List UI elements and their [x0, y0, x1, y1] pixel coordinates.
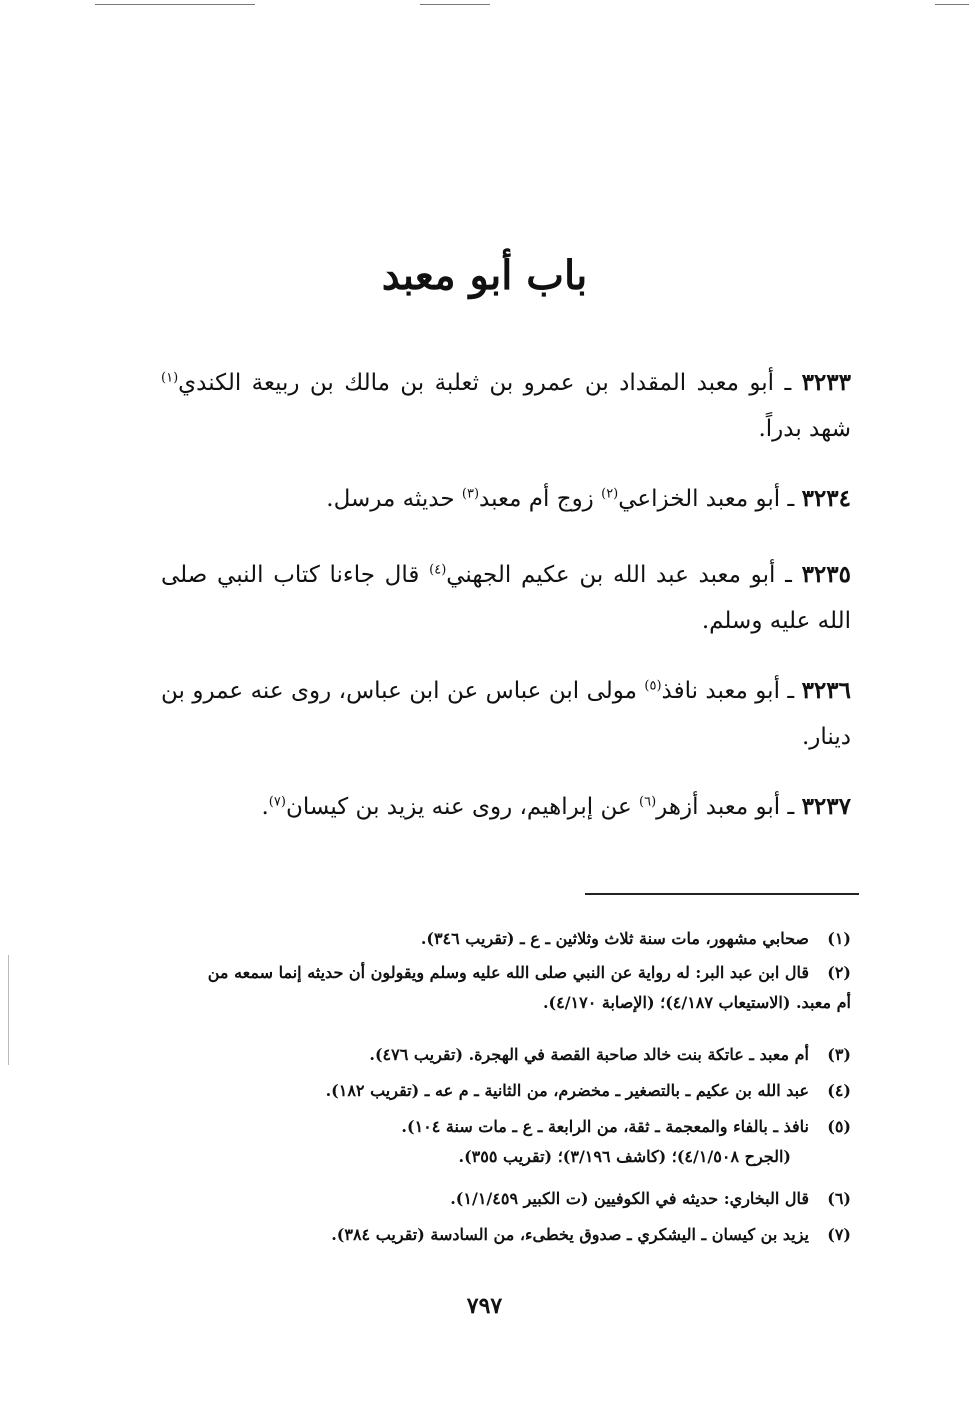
footnote-ref-2: (٣): [461, 486, 480, 502]
page-number: ٧٩٧: [466, 1293, 503, 1319]
chapter-title: باب أبو معبد: [381, 252, 588, 299]
footnote-2: [161, 958, 851, 1018]
footnote-number: (٢): [827, 963, 851, 982]
footnote-ref: (٥): [644, 678, 662, 694]
entry-text-continued: قال جاءنا كتاب النبي صلى الله عليه وسلم.: [161, 562, 851, 634]
footnote-text: صحابي مشهور، مات سنة ثلاث وثلاثين ـ ع ـ (تقريب ٣٤٦).: [420, 929, 809, 948]
footnote-separator: [585, 893, 859, 895]
footnote-1: [161, 924, 851, 954]
footnote-text: نافذ ـ بالفاء والمعجمة ـ ثقة، من الرابعة ـ ع ـ مات سنة ١٠٤).: [401, 1117, 809, 1136]
entry-number: ٣٢٣٤: [801, 485, 851, 512]
entry-text: أبو معبد المقداد بن عمرو بن ثعلبة بن مالك بن ربيعة الكندي: [178, 370, 775, 396]
footnote-ref: (٦): [639, 794, 657, 810]
footnote-ref: (٤): [429, 562, 447, 578]
top-rule-center: [420, 4, 490, 5]
footnote-6: [161, 1184, 851, 1214]
footnote-continuation: أم معبد. (الاستيعاب ٤/١٨٧)؛ (الإصابة ٤/١٧٠).: [542, 993, 851, 1012]
footnote-ref-2: (٧): [268, 794, 286, 810]
entry-number: ٣٢٣٣: [801, 369, 851, 396]
footnote-text: يزيد بن كيسان ـ اليشكري ـ صدوق يخطىء، من السادسة (تقريب ٣٨٤).: [331, 1225, 809, 1244]
footnote-text: عبد الله بن عكيم ـ بالتصغير ـ مخضرم، من الثانية ـ م عه ـ (تقريب ١٨٢).: [325, 1081, 809, 1100]
footnote-number: (٦): [827, 1189, 851, 1208]
footnote-7: [161, 1220, 851, 1250]
footnote-4: [161, 1076, 851, 1106]
footnote-ref: (٢): [601, 486, 619, 502]
entry-3235: ٣٢٣٥ ـ أبو معبد عبد الله بن عكيم الجهني$^{(٤)}$ قال جاءنا كتاب النبي صلى الله عليه وسلم.: [161, 561, 851, 634]
footnote-number: (٥): [827, 1117, 851, 1136]
entry-number: ٣٢٣٦: [801, 677, 851, 704]
margin-mark: [8, 955, 9, 1065]
footnote-number: (١): [827, 929, 851, 948]
top-rule-left: [95, 4, 255, 5]
entry-text-continued: عن إبراهيم، روى عنه يزيد بن كيسان: [285, 794, 640, 820]
entry-3234: ٣٢٣٤ ـ أبو معبد الخزاعي$^{(٢)}$ زوج أم معبد$^{(٣)}$ حديثه مرسل.: [326, 485, 851, 512]
footnote-number: (٤): [827, 1081, 851, 1100]
entry-number: ٣٢٣٥: [801, 561, 851, 588]
entry-text: أبو معبد الخزاعي: [618, 486, 781, 512]
entry-number: ٣٢٣٧: [801, 793, 851, 820]
footnote-ref: (١): [161, 370, 179, 386]
footnote-number: (٧): [827, 1225, 851, 1244]
top-rule-right: [935, 4, 969, 5]
footnote-3: [161, 1040, 851, 1070]
entry-3236: ٣٢٣٦ ـ أبو معبد نافذ$^{(٥)}$ مولى ابن عباس عن ابن عباس، روى عنه عمرو بن دينار.: [161, 677, 851, 750]
entry-text: أبو معبد نافذ: [661, 678, 780, 704]
footnote-number: (٣): [827, 1045, 851, 1064]
entry-3237: ٣٢٣٧ ـ أبو معبد أزهر$^{(٦)}$ عن إبراهيم، روى عنه يزيد بن كيسان$^{(٧)}$.: [261, 793, 851, 820]
footnote-text: قال ابن عبد البر: له رواية عن النبي صلى الله عليه وسلم ويقولون أن حديثه إنما سمعه من: [207, 963, 809, 982]
entry-text-continued: زوج أم معبد: [479, 486, 602, 512]
entry-text: أبو معبد عبد الله بن عكيم الجهني: [446, 562, 776, 588]
footnote-continuation: (الجرح ٤/١/٥٠٨)؛ (كاشف ٣/١٩٦)؛ (تقريب ٣٥٥).: [458, 1147, 791, 1166]
entry-text-continued: شهد بدراً.: [758, 416, 851, 442]
footnote-text: أم معبد ـ عاتكة بنت خالد صاحبة القصة في الهجرة. (تقريب ٤٧٦).: [369, 1045, 809, 1064]
footnote-text: قال البخاري: حديثه في الكوفيين (ت الكبير ١/١/٤٥٩).: [450, 1189, 809, 1208]
entry-text: أبو معبد أزهر: [656, 794, 781, 820]
entry-text-end: حديثه مرسل.: [326, 486, 462, 512]
entry-3233: ٣٢٣٣ ـ أبو معبد المقداد بن عمرو بن ثعلبة بن مالك بن ربيعة الكندي$^{(١)}$ شهد بدراً.: [161, 369, 851, 442]
footnote-5: [161, 1112, 851, 1172]
entry-text-end: .: [261, 794, 269, 820]
entry-text-continued: مولى ابن عباس عن ابن عباس، روى عنه عمرو بن دينار.: [161, 678, 851, 750]
